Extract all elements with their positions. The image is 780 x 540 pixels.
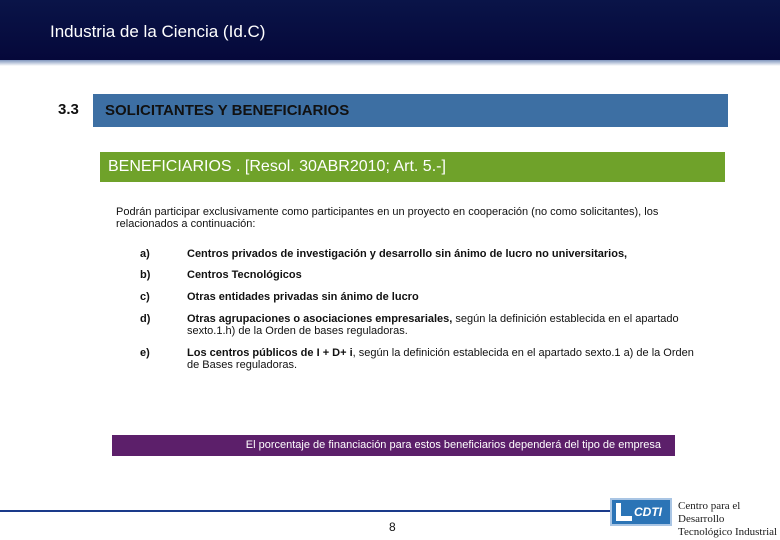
organization-name: Centro para el Desarrollo Tecnológico Industrial — [678, 500, 778, 538]
item-letter: d) — [140, 313, 151, 325]
item-letter: c) — [140, 291, 150, 303]
item-letter: b) — [140, 269, 151, 281]
item-text — [187, 347, 707, 371]
intro-text: Podrán participar exclusivamente como participantes en un proyecto en cooperación (no como solicitantes), los relacionados a continuación: — [116, 206, 659, 230]
slide-title: Industria de la Ciencia (Id.C) — [50, 22, 266, 41]
footer-divider — [0, 510, 610, 512]
logo-text: CDTI — [634, 505, 662, 519]
cdti-logo — [610, 498, 672, 526]
section-bar — [93, 94, 728, 127]
item-text — [187, 291, 707, 303]
item-bold: Otras entidades privadas sin ánimo de lucro — [187, 291, 419, 303]
item-text — [187, 313, 707, 337]
item-rest: , según la definición establecida en el apartado sexto.1 a) de la Orden de Bases reguladoras. — [187, 347, 694, 371]
logo-mark-icon — [616, 503, 632, 521]
item-bold: Centros privados de investigación y desarrollo sin ánimo de lucro no universitarios, — [187, 248, 628, 260]
financiacion-text: El porcentaje de financiación para estos beneficiarios dependerá del tipo de empresa — [245, 439, 661, 451]
item-rest: según la definición establecida en el apartado sexto.1.h) de la Orden de bases reguladoras. — [187, 313, 679, 337]
beneficiarios-bar — [100, 152, 725, 182]
item-bold: Centros Tecnológicos — [187, 269, 302, 281]
item-bold: Otras agrupaciones o asociaciones empresariales, — [187, 313, 453, 325]
item-letter: e) — [140, 347, 150, 359]
page-number: 8 — [389, 520, 396, 534]
item-text — [187, 269, 707, 281]
item-text — [187, 248, 707, 260]
item-bold: Los centros públicos de I + D+ i — [187, 347, 353, 359]
section-number: 3.3 — [58, 101, 79, 118]
section-title: SOLICITANTES Y BENEFICIARIOS — [105, 102, 350, 119]
item-letter: a) — [140, 248, 150, 260]
header-divider — [0, 60, 780, 66]
beneficiarios-title: BENEFICIARIOS . [Resol. 30ABR2010; Art. 5.-] — [108, 158, 446, 175]
header-bar — [0, 0, 780, 60]
financiacion-bar — [112, 435, 675, 456]
